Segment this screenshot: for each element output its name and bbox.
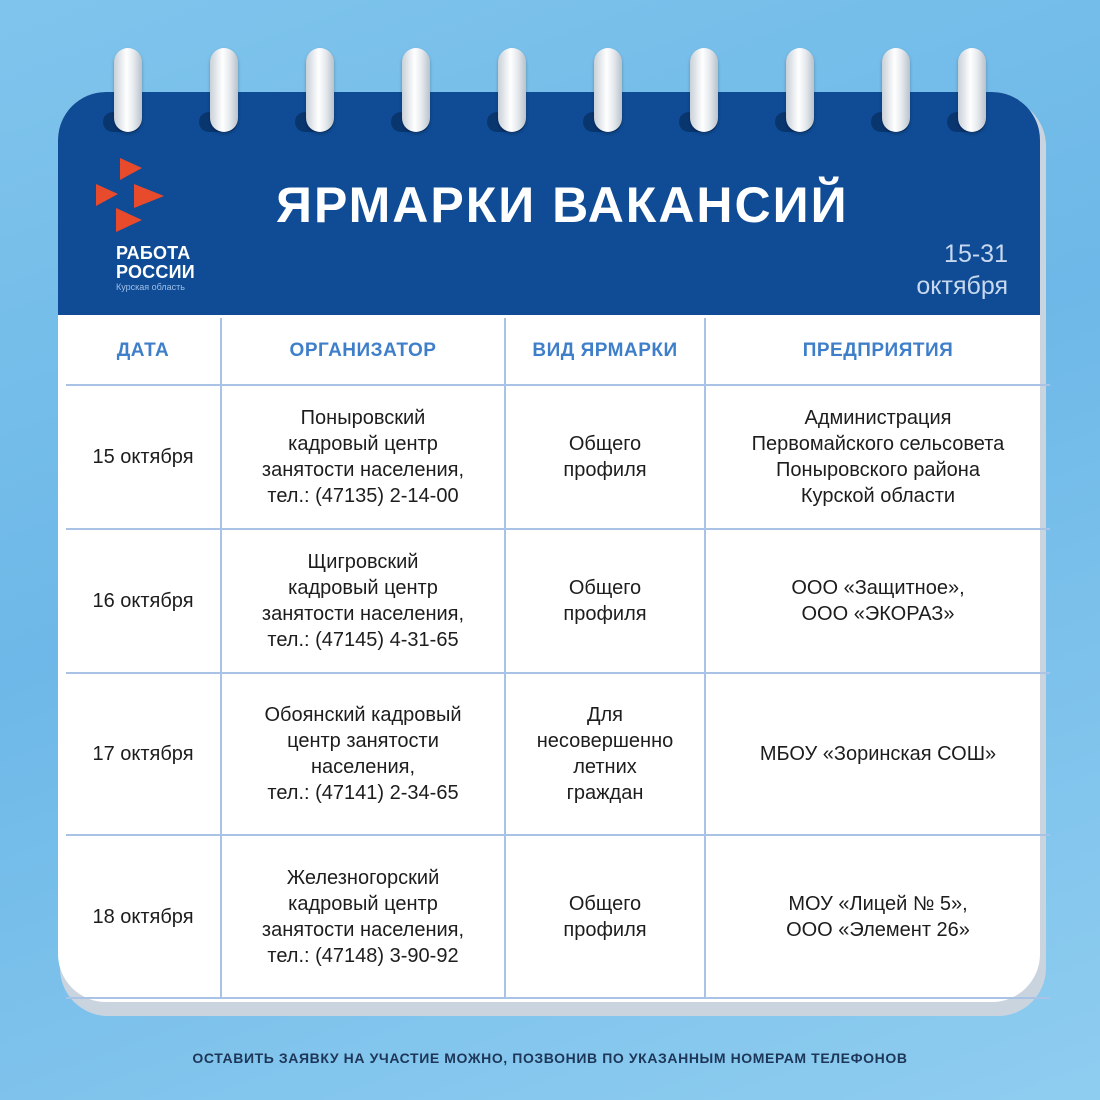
organizer-phone: тел.: (47145) 4-31-65 [267,629,459,651]
logo-line-1: РАБОТА [116,243,191,263]
fair-type-line: профиля [563,459,647,481]
footer-note: ОСТАВИТЬ ЗАЯВКУ НА УЧАСТИЕ МОЖНО, ПОЗВОНИВ ПО УКАЗАННЫМ НОМЕРАМ ТЕЛЕФОНОВ [192,1050,908,1066]
logo-text [116,244,195,282]
company-line: Поныровского района [776,459,980,481]
company-line: ООО «Элемент 26» [786,918,970,941]
table-row [66,385,1050,529]
company-line: МБОУ «Зоринская СОШ» [759,743,997,765]
cell-organizer [221,673,505,835]
date-range [916,238,1008,302]
organizer-phone: тел.: (47141) 2-34-65 [267,782,459,804]
binder-ring [594,48,622,132]
page-title: ЯРМАРКИ ВАКАНСИЙ [276,177,849,233]
column-header-date: ДАТА [66,318,221,385]
logo-line-2: РОССИИ [116,262,195,282]
cell-organizer [221,835,505,998]
date-range-days: 15-31 [944,240,1008,268]
cell-companies [705,385,1050,529]
table-row [66,529,1050,673]
logo-arrow-shape [134,184,164,208]
fair-type-line: Общего [568,577,642,599]
binder-ring [498,48,526,132]
fair-type-line: Общего [568,892,642,915]
organizer-line: Железногорский [286,866,440,889]
organizer-line: занятости населения, [261,918,465,941]
cell-fair-type [505,529,705,673]
binder-ring [210,48,238,132]
binder-ring [114,48,142,132]
organizer-phone: тел.: (47135) 2-14-00 [267,485,459,507]
cell-date: 16 октября [66,529,221,673]
binder-ring [786,48,814,132]
binder-ring [402,48,430,132]
organizer-line: Поныровский [300,407,426,429]
cell-date: 17 октября [66,673,221,835]
date-range-month: октября [916,272,1008,300]
fair-type-line: летних [573,756,637,778]
fair-type-line: Для [586,704,624,726]
cell-companies [705,835,1050,998]
organizer-line: кадровый центр [288,433,438,455]
organizer-line: занятости населения, [261,603,465,625]
binder-ring [882,48,910,132]
fair-type-line: граждан [566,782,644,804]
organizer-phone: тел.: (47148) 3-90-92 [267,944,459,967]
binder-rings [0,0,1100,140]
column-header-organizer: ОРГАНИЗАТОР [221,318,505,385]
cell-organizer [221,529,505,673]
organizer-line: занятости населения, [261,459,465,481]
company-line: Первомайского сельсовета [751,433,1005,455]
cell-companies [705,673,1050,835]
organizer-line: населения, [310,756,416,778]
organizer-line: кадровый центр [288,577,438,599]
fair-type-line: Общего [568,433,642,455]
organizer-line: Щигровский [307,551,419,573]
cell-organizer [221,385,505,529]
company-line: Курской области [800,485,956,507]
column-header-type: ВИД ЯРМАРКИ [505,318,705,385]
job-fairs-table [66,318,1050,999]
organizer-line: кадровый центр [288,892,438,915]
logo-subtitle: Курская область [116,282,185,292]
table-row [66,673,1050,835]
company-line: МОУ «Лицей № 5», [788,892,968,915]
cell-fair-type [505,835,705,998]
company-line: ООО «ЭКОРАЗ» [801,603,955,625]
table-header-row [66,318,1050,385]
fair-type-line: несовершенно [536,730,674,752]
cell-date: 15 октября [66,385,221,529]
binder-ring [690,48,718,132]
organizer-line: центр занятости [287,730,439,752]
logo-arrow-shape [116,208,142,232]
binder-ring [306,48,334,132]
company-line: Администрация [804,407,952,429]
logo-arrow-shape [120,158,142,180]
cell-fair-type [505,673,705,835]
cell-companies [705,529,1050,673]
company-line: ООО «Защитное», [791,577,965,599]
table-row [66,835,1050,998]
fair-type-line: профиля [563,603,647,625]
fair-type-line: профиля [563,918,647,941]
binder-ring [958,48,986,132]
logo-arrow-shape [96,184,118,206]
organizer-line: Обоянский кадровый [264,704,462,726]
cell-date: 18 октября [66,835,221,998]
cell-fair-type [505,385,705,529]
column-header-companies: ПРЕДПРИЯТИЯ [705,318,1050,385]
